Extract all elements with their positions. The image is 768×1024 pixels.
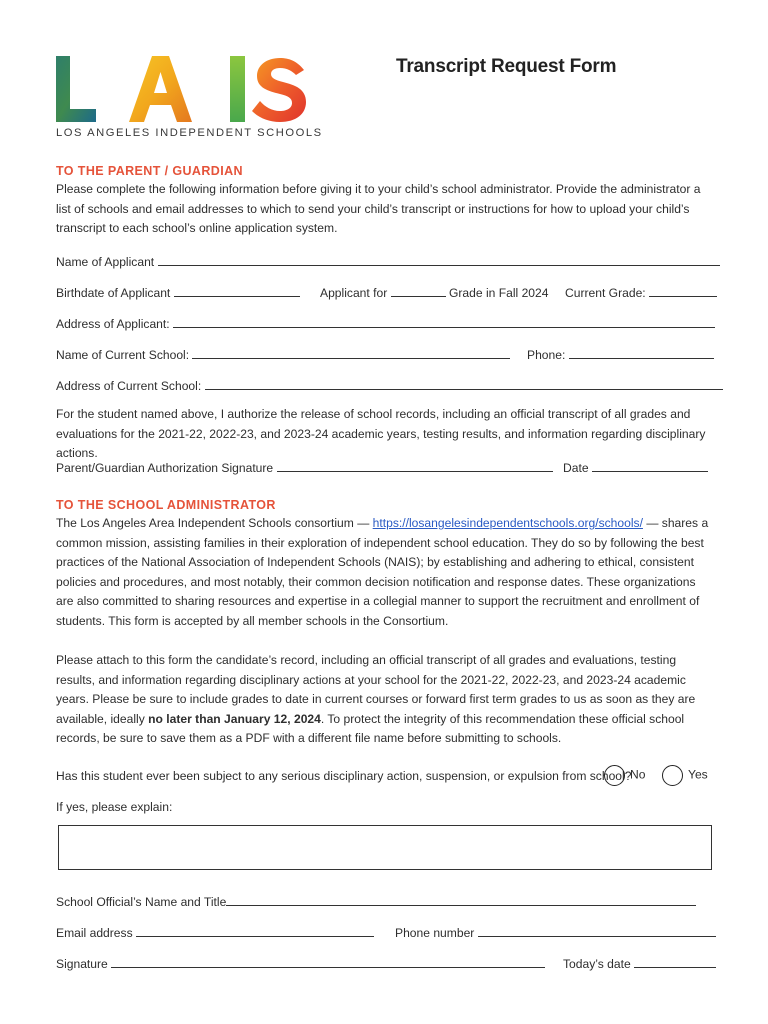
school-address-label: Address of Current School: — [56, 379, 202, 393]
yes-label: Yes — [688, 767, 708, 782]
no-label: No — [630, 767, 646, 782]
official-name-field[interactable] — [226, 893, 696, 906]
parent-intro: Please complete the following information before giving it to your child’s school administrator. Provide the administrator a list of schools and email addresses to which to send your child’s transcript or instructions for how to upload your child’s transcript to each school’s online application system. — [56, 182, 701, 235]
current-school-row — [56, 346, 510, 363]
form-title: Transcript Request Form — [396, 56, 617, 77]
no-radio[interactable] — [604, 765, 625, 786]
email-row — [56, 924, 374, 941]
parent-date-label: Date — [563, 461, 589, 475]
applicant-address-row — [56, 315, 715, 332]
today-date-field[interactable] — [634, 955, 716, 968]
disciplinary-question: Has this student ever been subject to any serious disciplinary action, suspension, or expulsion from school? — [56, 769, 632, 783]
grade-fall-label: Grade in Fall 2024 — [448, 286, 549, 300]
official-phone-label: Phone number — [395, 926, 475, 940]
birthdate-row — [56, 284, 300, 301]
logo-letter-s — [252, 58, 306, 122]
today-date-row — [563, 955, 716, 972]
school-phone-field[interactable] — [569, 346, 714, 359]
authorization-text: For the student named above, I authorize the release of school records, including an official transcript of all grades and evaluations for the 2021-22, 2022-23, and 2023-24 academic years, testing results, and information regarding disciplinary actions. — [56, 407, 706, 460]
applicant-address-label: Address of Applicant: — [56, 317, 170, 331]
applicant-for-row — [320, 284, 548, 301]
logo-letter-a — [129, 56, 192, 122]
option-yes[interactable] — [662, 765, 708, 786]
current-grade-field[interactable] — [649, 284, 717, 297]
instructions-text-start: Please attach to this form the candidate’s record, including an official transcript of all grades and evaluations, testing results, and information regarding disciplinary actions at your school for the 2021-22, 2022-23, and 2023-24 academic years. Please be sure to include grades to date in current courses or forward first term grades to us as soon as they are available, ideally — [56, 653, 696, 726]
official-signature-row — [56, 955, 545, 972]
parent-date-row — [563, 459, 708, 476]
official-name-row — [56, 893, 696, 910]
applicant-for-label: Applicant for — [320, 286, 388, 300]
official-phone-row — [395, 924, 716, 941]
email-field[interactable] — [136, 924, 374, 937]
email-label: Email address — [56, 926, 133, 940]
parent-section-heading: TO THE PARENT / GUARDIAN — [56, 164, 243, 178]
admin-paragraph-consortium — [56, 514, 716, 631]
option-no[interactable] — [604, 765, 645, 786]
applicant-name-field[interactable] — [158, 253, 720, 266]
admin-paragraph-instructions — [56, 651, 716, 749]
applicant-address-field[interactable] — [173, 315, 715, 328]
admin-section-heading: TO THE SCHOOL ADMINISTRATOR — [56, 498, 276, 512]
birthdate-label: Birthdate of Applicant — [56, 286, 171, 300]
deadline-text: no later than January 12, 2024 — [148, 711, 321, 726]
current-grade-label: Current Grade: — [565, 286, 646, 300]
instructions-text-rest: . To protect the integrity of this recommendation these official school records, be sure to save them as a PDF with a different file name before submitting to schools. — [56, 711, 685, 745]
official-signature-label: Signature — [56, 957, 108, 971]
explain-textbox[interactable] — [58, 825, 712, 870]
school-address-field[interactable] — [205, 377, 723, 390]
official-signature-field[interactable] — [111, 955, 545, 968]
logo-letter-i — [230, 56, 245, 122]
parent-signature-label: Parent/Guardian Authorization Signature — [56, 461, 274, 475]
current-school-field[interactable] — [192, 346, 510, 359]
parent-date-field[interactable] — [592, 459, 708, 472]
current-school-label: Name of Current School: — [56, 348, 190, 362]
applicant-name-label: Name of Applicant — [56, 255, 155, 269]
yes-radio[interactable] — [662, 765, 683, 786]
consortium-text-rest: — shares a common mission, assisting families in their exploration of independent school education. They do so by following the best practices of the National Association of Independent Schools (NAIS); by establishing and adhering to ethical, consistent policies and procedures, and most notably, their common decision notification and response dates. These organizations are also committed to sharing resources and expertise in a collegial manner to support the recruitment and enrollment of students. This form is accepted by all member schools in the Consortium. — [56, 516, 709, 628]
logo-letter-l — [56, 56, 96, 122]
applicant-for-grade-field[interactable] — [391, 284, 446, 297]
schools-link[interactable]: https://losangelesindependentschools.org/schools/ — [372, 516, 643, 530]
explain-label: If yes, please explain: — [56, 800, 173, 814]
parent-signature-row — [56, 459, 553, 476]
logo-subtitle: LOS ANGELES INDEPENDENT SCHOOLS — [56, 127, 323, 139]
official-phone-field[interactable] — [478, 924, 716, 937]
today-date-label: Today’s date — [563, 957, 631, 971]
birthdate-field[interactable] — [174, 284, 300, 297]
current-grade-row — [565, 284, 717, 301]
consortium-text-start: The Los Angeles Area Independent Schools consortium — — [56, 516, 370, 530]
school-address-row — [56, 377, 723, 394]
school-phone-label: Phone: — [527, 348, 566, 362]
official-name-label: School Official’s Name and Title — [56, 895, 227, 909]
applicant-name-row — [56, 253, 720, 270]
parent-signature-field[interactable] — [277, 459, 553, 472]
school-phone-row — [527, 346, 714, 363]
